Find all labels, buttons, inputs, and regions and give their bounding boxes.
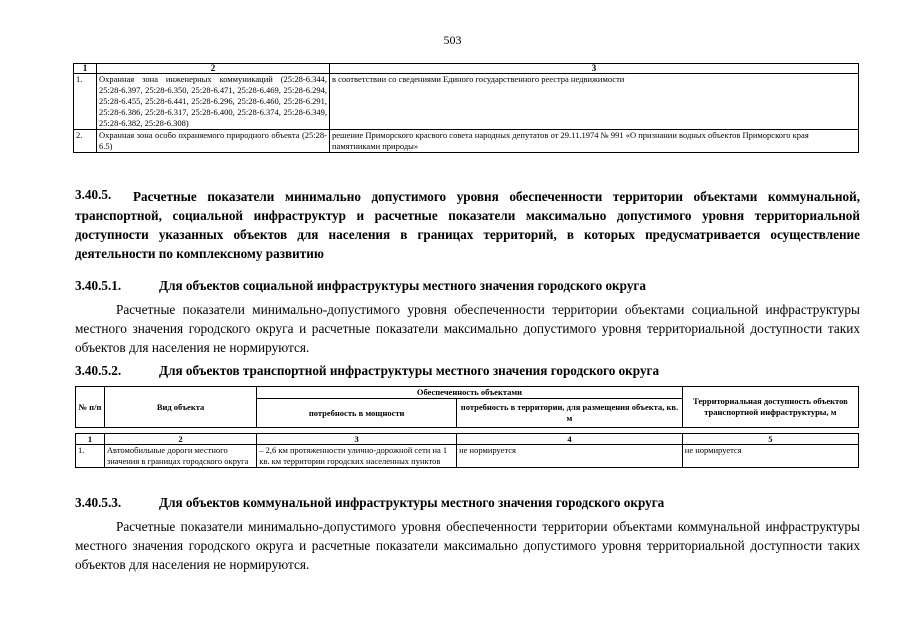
capacity-need: – 2,6 км протяженности улично-дорожной сети на 1 кв. км территории городских населенных пунктов bbox=[257, 445, 457, 468]
header-cell: потребность в мощности bbox=[257, 399, 457, 428]
column-number: 4 bbox=[457, 434, 683, 445]
section-title: Для объектов транспортной инфраструктуры местного значения городского округа bbox=[159, 363, 660, 378]
header-cell: № п/п bbox=[76, 387, 105, 428]
section-number: 3.40.5.2. bbox=[75, 363, 122, 378]
header-cell: Вид объекта bbox=[104, 387, 256, 428]
object-type: Автомобильные дороги местного значения в границах городского округа bbox=[104, 445, 256, 468]
zone-basis: в соответствии со сведениями Единого государственного реестра недвижимости bbox=[330, 74, 859, 130]
row-number: 1. bbox=[74, 74, 97, 130]
transport-table bbox=[75, 386, 859, 468]
table-header-row bbox=[76, 387, 859, 399]
section-number: 3.40.5.1. bbox=[75, 278, 122, 293]
page-number: 503 bbox=[443, 33, 462, 47]
table-row bbox=[76, 445, 859, 468]
header-cell: Территориальная доступность объектов транспортной инфраструктуры, м bbox=[682, 387, 858, 428]
column-number: 5 bbox=[682, 434, 858, 445]
table-row bbox=[74, 130, 859, 153]
header-cell: потребность в территории, для размещения объекта, кв. м bbox=[457, 399, 683, 428]
section-number: 3.40.5.3. bbox=[75, 495, 122, 510]
restrictions-table bbox=[73, 63, 859, 153]
section-number: 3.40.5. bbox=[75, 187, 112, 202]
zone-name: Охранная зона особо охраняемого природного объекта (25:28-6.5) bbox=[97, 130, 330, 153]
paragraph: Расчетные показатели минимально-допустимого уровня обеспеченности территории объектами социальной инфраструктуры местного значения городского округа и расчетные показатели максимально допустимого уровня территориальной доступности таких объектов для населения не нормируются. bbox=[75, 302, 860, 355]
zone-name: Охранная зона инженерных коммуникаций (25:28-6.344, 25:28-6.397, 25:28-6.350, 25:28-6.471, 25:28-6.469, 25:28-6.294, 25:28-6.455, 25:28-6.441, 25:28-6.296, 25:28-6.460, 25:28-6.291, 25:28-6.386, 25:28-6.317, 25:28-6.400, 25:28-6.374, 25:28-6.349, 25:28-6.382, 25:28-6.308) bbox=[97, 74, 330, 130]
column-number: 1 bbox=[76, 434, 105, 445]
zone-basis: решение Приморского красвого совета народных депутатов от 29.11.1974 № 991 «О признании водных объектов Приморского края памятниками природы» bbox=[330, 130, 859, 153]
column-number: 3 bbox=[257, 434, 457, 445]
section-title bbox=[75, 187, 860, 263]
header-cell: 2 bbox=[97, 64, 330, 74]
row-number: 2. bbox=[74, 130, 97, 153]
table-header-row bbox=[74, 64, 859, 74]
table-number-row bbox=[76, 434, 859, 445]
table-row bbox=[74, 74, 859, 130]
section-title: Для объектов коммунальной инфраструктуры местного значения городского округа bbox=[159, 495, 665, 510]
section-title-text: Расчетные показатели минимально допустимого уровня обеспеченности территории объектами коммунальной, транспортной, социальной инфраструктур и расчетные показатели максимально допустимого уровня территориальной доступности указанных объектов для населения в границах территорий, в которых предусматривается осуществление деятельности по комплексному развитию bbox=[75, 189, 860, 261]
header-cell: 1 bbox=[74, 64, 97, 74]
accessibility: не нормируется bbox=[682, 445, 858, 468]
header-cell: Обеспеченность объектами bbox=[257, 387, 683, 399]
section-3405-heading bbox=[75, 187, 860, 267]
area-need: не нормируется bbox=[457, 445, 683, 468]
column-number: 2 bbox=[104, 434, 256, 445]
row-number: 1. bbox=[76, 445, 105, 468]
paragraph: Расчетные показатели минимально-допустимого уровня обеспеченности территории объектами коммунальной инфраструктуры местного значения городского округа и расчетные показатели максимально допустимого уровня территориальной доступности таких объектов для населения не нормируются. bbox=[75, 519, 860, 572]
header-cell: 3 bbox=[330, 64, 859, 74]
section-title: Для объектов социальной инфраструктуры местного значения городского округа bbox=[159, 278, 646, 293]
